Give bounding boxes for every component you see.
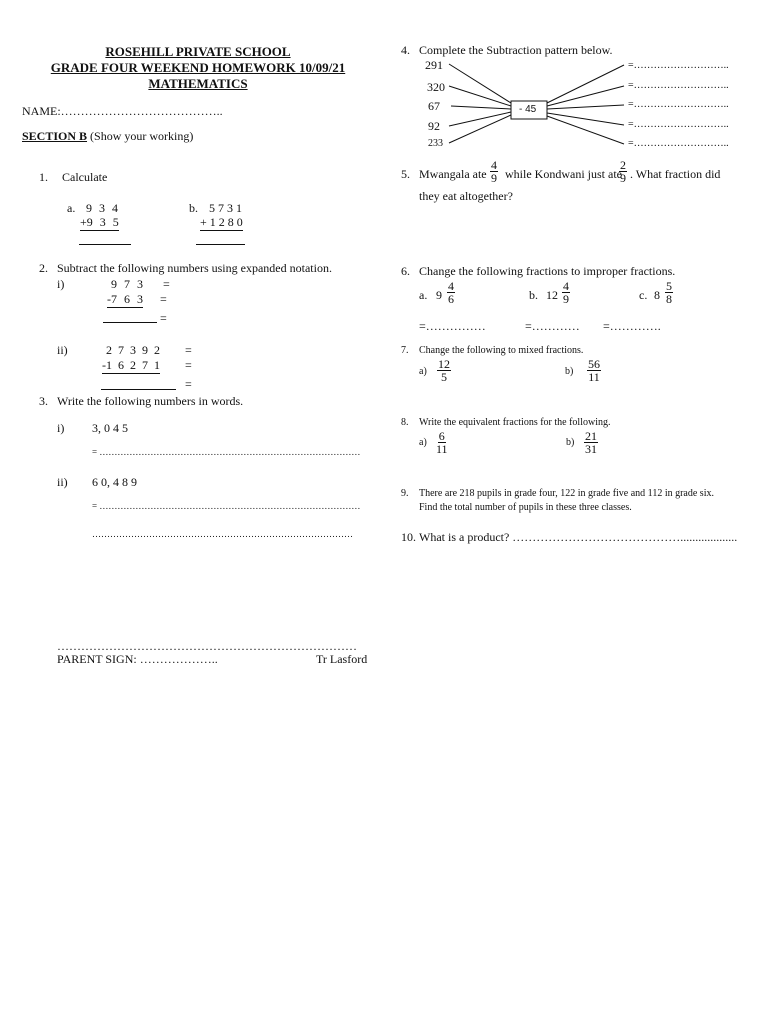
q4-answer-3: =……………………….. bbox=[628, 99, 729, 110]
q6-c-fraction bbox=[665, 280, 673, 305]
q6-c-whole: 8 bbox=[654, 288, 660, 302]
q5-fraction-1 bbox=[490, 159, 498, 184]
q1-number: 1. bbox=[39, 170, 48, 184]
q5-number: 5. bbox=[401, 167, 410, 181]
q9-text-b: Find the total number of pupils in these three classes. bbox=[419, 502, 632, 513]
q8-number: 8. bbox=[401, 417, 409, 428]
q8-a-label: a) bbox=[419, 437, 427, 448]
q2-i-eq3: = bbox=[160, 311, 167, 325]
q2-ii-eq3: = bbox=[185, 377, 192, 391]
q6-a-whole: 9 bbox=[436, 288, 442, 302]
q6-b-denominator: 9 bbox=[563, 292, 569, 306]
q6-answer-a: =…………… bbox=[419, 319, 486, 333]
q5-text-a: Mwangala ate bbox=[419, 167, 487, 181]
q2-i-eq1: = bbox=[163, 277, 170, 291]
q2-ii-eq1: = bbox=[185, 343, 192, 357]
q6-number: 6. bbox=[401, 264, 410, 278]
q6-c-denominator: 8 bbox=[666, 292, 672, 306]
q4-number-4: 92 bbox=[428, 119, 440, 133]
q3-i-value: 3, 0 4 5 bbox=[92, 421, 128, 435]
q6-b-whole: 12 bbox=[546, 288, 558, 302]
q3-number: 3. bbox=[39, 394, 48, 408]
subject-title: MATHEMATICS bbox=[148, 76, 248, 91]
q6-b-numerator: 4 bbox=[563, 279, 569, 293]
q2-ii-eq2: = bbox=[185, 358, 192, 372]
q8-b-fraction bbox=[584, 430, 598, 455]
q4-operator: - 45 bbox=[519, 104, 537, 115]
q5-fraction-2-denominator: 9 bbox=[620, 171, 626, 185]
q6-answer-b: =………… bbox=[525, 319, 580, 333]
q3-i-label: i) bbox=[57, 421, 65, 435]
q7-b-numerator: 56 bbox=[588, 357, 600, 371]
q7-a-numerator: 12 bbox=[438, 357, 450, 371]
q7-b-denominator: 11 bbox=[588, 370, 600, 384]
q7-b-fraction bbox=[587, 358, 601, 383]
q5-text-b: while Kondwani just ate bbox=[505, 167, 622, 181]
q4-number-2: 320 bbox=[427, 80, 445, 94]
q5-fraction-2 bbox=[619, 159, 627, 184]
q5-fraction-2-numerator: 2 bbox=[620, 158, 626, 172]
q10-number: 10. bbox=[401, 530, 416, 544]
q4-answer-5: =……………………….. bbox=[628, 138, 729, 149]
q2-i-answer-line bbox=[103, 322, 157, 323]
q2-i-eq2: = bbox=[160, 292, 167, 306]
q8-a-numerator: 6 bbox=[438, 429, 445, 443]
q6-text: Change the following fractions to improper fractions. bbox=[419, 264, 676, 278]
footer-dots: ………………………………………………………………… bbox=[57, 639, 357, 653]
q5-fraction-1-numerator: 4 bbox=[491, 158, 497, 172]
q4-text: Complete the Subtraction pattern below. bbox=[419, 43, 613, 57]
q7-text: Change the following to mixed fractions. bbox=[419, 345, 584, 356]
q4-number-5: 233 bbox=[428, 138, 443, 149]
q2-text: Subtract the following numbers using expanded notation. bbox=[57, 261, 332, 275]
q4-number-1: 291 bbox=[425, 58, 443, 72]
q1-b-answer-line bbox=[196, 244, 245, 245]
q2-ii-top: 2 7 3 9 2 bbox=[106, 343, 160, 357]
q10-text: What is a product? ……………………………………................... bbox=[419, 530, 738, 544]
q4-answer-4: =……………………….. bbox=[628, 119, 729, 130]
q7-a-label: a) bbox=[419, 366, 427, 377]
q4-answer-2: =……………………….. bbox=[628, 80, 729, 91]
q2-number: 2. bbox=[39, 261, 48, 275]
q2-ii-answer-line bbox=[101, 389, 176, 390]
section-note: (Show your working) bbox=[90, 129, 194, 143]
school-name: ROSEHILL PRIVATE SCHOOL bbox=[105, 44, 291, 59]
q4-number: 4. bbox=[401, 43, 410, 57]
q7-b-label: b) bbox=[565, 366, 574, 377]
q6-c-label: c. bbox=[639, 288, 648, 302]
q4-number-3: 67 bbox=[428, 99, 440, 113]
q7-a-fraction bbox=[437, 358, 451, 383]
q7-number: 7. bbox=[401, 345, 409, 356]
q6-b-fraction bbox=[562, 280, 570, 305]
q5-fraction-1-denominator: 9 bbox=[491, 171, 497, 185]
q9-text-a: There are 218 pupils in grade four, 122 in grade five and 112 in grade six. bbox=[419, 488, 714, 499]
name-line: NAME:………………………………….. bbox=[22, 104, 223, 118]
q1-a-answer-line bbox=[79, 244, 131, 245]
q3-i-answer: = …………………………………………………………………………… bbox=[92, 447, 361, 457]
q6-a-numerator: 4 bbox=[448, 279, 454, 293]
q8-b-numerator: 21 bbox=[585, 429, 597, 443]
q3-ii-label: ii) bbox=[57, 475, 68, 489]
q8-a-fraction bbox=[436, 430, 448, 455]
parent-sign: PARENT SIGN: ……………….. bbox=[57, 652, 218, 666]
q6-answer-c: =…………. bbox=[603, 319, 661, 333]
q1-a-bottom: +9 3 5 bbox=[80, 215, 119, 229]
q1-b-label: b. bbox=[189, 201, 198, 215]
q2-i-bottom: -7 6 3 bbox=[107, 292, 143, 306]
q3-text: Write the following numbers in words. bbox=[57, 394, 244, 408]
q1-a-top: 9 3 4 bbox=[86, 201, 118, 215]
q8-text: Write the equivalent fractions for the following. bbox=[419, 417, 611, 428]
q6-c-numerator: 5 bbox=[666, 279, 672, 293]
q3-ii-answer: = …………………………………………………………………………… bbox=[92, 501, 361, 511]
q8-a-denominator: 11 bbox=[436, 442, 448, 456]
q1-b-top: 5 7 3 1 bbox=[209, 201, 242, 215]
q1-text: Calculate bbox=[62, 170, 108, 184]
q2-ii-label: ii) bbox=[57, 343, 68, 357]
q6-b-label: b. bbox=[529, 288, 538, 302]
q7-a-denominator: 5 bbox=[441, 370, 447, 384]
q8-b-denominator: 31 bbox=[585, 442, 597, 456]
q3-ii-extra-line: …………………………………………………………………………… bbox=[92, 529, 353, 539]
section-title: SECTION B bbox=[22, 129, 88, 143]
q5-text-d: they eat altogether? bbox=[419, 189, 513, 203]
q2-ii-bottom: -1 6 2 7 1 bbox=[102, 358, 160, 372]
teacher-name: Tr Lasford bbox=[316, 652, 368, 666]
q1-b-bottom: + 1 2 8 0 bbox=[200, 215, 243, 229]
homework-title: GRADE FOUR WEEKEND HOMEWORK 10/09/21 bbox=[50, 60, 346, 75]
q6-a-denominator: 6 bbox=[448, 292, 454, 306]
q4-answer-1: =……………………….. bbox=[628, 60, 729, 71]
q2-i-label: i) bbox=[57, 277, 65, 291]
q6-a-fraction bbox=[447, 280, 455, 305]
q2-i-top: 9 7 3 bbox=[111, 277, 143, 291]
q8-b-label: b) bbox=[566, 437, 575, 448]
q5-text-c: . What fraction did bbox=[630, 167, 721, 181]
q6-a-label: a. bbox=[419, 288, 428, 302]
q9-number: 9. bbox=[401, 488, 409, 499]
q3-ii-value: 6 0, 4 8 9 bbox=[92, 475, 137, 489]
q1-a-label: a. bbox=[67, 201, 76, 215]
